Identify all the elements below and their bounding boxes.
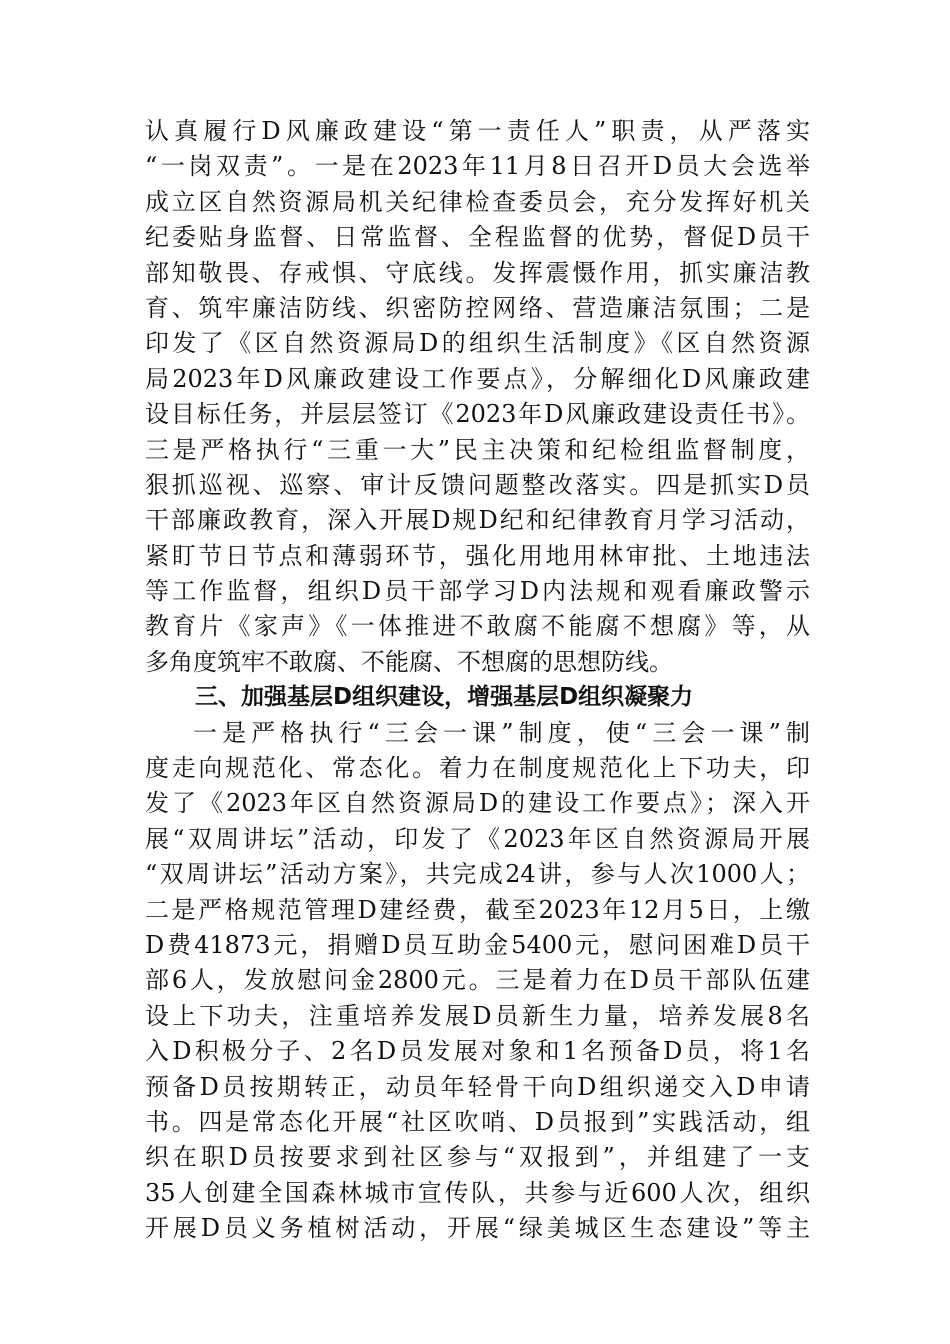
section-heading: 三、加强基层D组织建设，增强基层D组织凝聚力 — [195, 684, 694, 711]
paragraph-line: 局2023年D风廉政建设工作要点》，分解细化D风廉政建 — [145, 364, 810, 393]
paragraph-line: 入D积极分子、2名D员发展对象和1名预备D员，将1名 — [145, 1037, 810, 1066]
document-body — [145, 114, 810, 1247]
paragraph-line: 成立区自然资源局机关纪律检查委员会，充分发挥好机关 — [145, 187, 810, 216]
paragraph-line: 部6人，发放慰问金2800元。三是着力在D员干部队伍建 — [145, 966, 810, 995]
paragraph-line: 织在职D员按要求到社区参与“双报到”，并组建了一支 — [145, 1143, 810, 1172]
paragraph-line: 发了《2023年区自然资源局D的建设工作要点》；深入开 — [145, 789, 810, 818]
paragraph-line: 育、筑牢廉洁防线、织密防控网络、营造廉洁氛围；二是 — [145, 293, 810, 322]
paragraph-line: 书。四是常态化开展“社区吹哨、D员报到”实践活动，组 — [145, 1107, 810, 1136]
paragraph-line: 开展D员义务植树活动，开展“绿美城区生态建设”等主 — [145, 1214, 810, 1243]
paragraph-line: 多角度筑牢不敢腐、不能腐、不想腐的思想防线。 — [145, 647, 673, 676]
paragraph-line: 35人创建全国森林城市宣传队，共参与近600人次，组织 — [145, 1178, 810, 1207]
paragraph-line: “一岗双责”。一是在2023年11月8日召开D员大会选举 — [145, 152, 810, 181]
paragraph-line: 设目标任务，并层层签订《2023年D风廉政建设责任书》。 — [145, 400, 810, 429]
paragraph-line: 干部廉政教育，深入开展D规D纪和纪律教育月学习活动， — [145, 506, 810, 535]
paragraph-line: 印发了《区自然资源局D的组织生活制度》《区自然资源 — [145, 329, 810, 358]
paragraph-line: 认真履行D风廉政建设“第一责任人”职责，从严落实 — [145, 117, 810, 145]
paragraph-line: 展“双周讲坛”活动，印发了《2023年区自然资源局开展 — [145, 824, 810, 853]
paragraph-line: 部知敬畏、存戒惧、守底线。发挥震慑作用，抓实廉洁教 — [145, 258, 810, 287]
paragraph-line: 预备D员按期转正，动员年轻骨干向D组织递交入D申请 — [145, 1072, 810, 1101]
paragraph-line: 三是严格执行“三重一大”民主决策和纪检组监督制度， — [145, 435, 810, 464]
paragraph-line: 二是严格规范管理D建经费，截至2023年12月5日，上缴 — [145, 895, 810, 924]
paragraph-line: 纪委贴身监督、日常监督、全程监督的优势，督促D员干 — [145, 223, 810, 252]
paragraph-line: D费41873元，捐赠D员互助金5400元，慰问困难D员干 — [145, 930, 810, 959]
paragraph-line: 紧盯节日节点和薄弱环节，强化用地用林审批、土地违法 — [145, 541, 810, 570]
paragraph-1 — [145, 114, 810, 680]
paragraph-line: 一是严格执行“三会一课”制度，使“三会一课”制 — [193, 718, 810, 747]
paragraph-2 — [145, 716, 810, 1247]
paragraph-line: “双周讲坛”活动方案》，共完成24讲，参与人次1000人； — [145, 860, 810, 889]
paragraph-line: 度走向规范化、常态化。着力在制度规范化上下功夫，印 — [145, 754, 810, 783]
paragraph-line: 设上下功夫，注重培养发展D员新生力量，培养发展8名 — [145, 1001, 810, 1030]
paragraph-line: 狠抓巡视、巡察、审计反馈问题整改落实。四是抓实D员 — [145, 470, 810, 499]
paragraph-line: 教育片《家声》《一体推进不敢腐不能腐不想腐》等，从 — [145, 612, 810, 641]
paragraph-line: 等工作监督，组织D员干部学习D内法规和观看廉政警示 — [145, 577, 810, 606]
